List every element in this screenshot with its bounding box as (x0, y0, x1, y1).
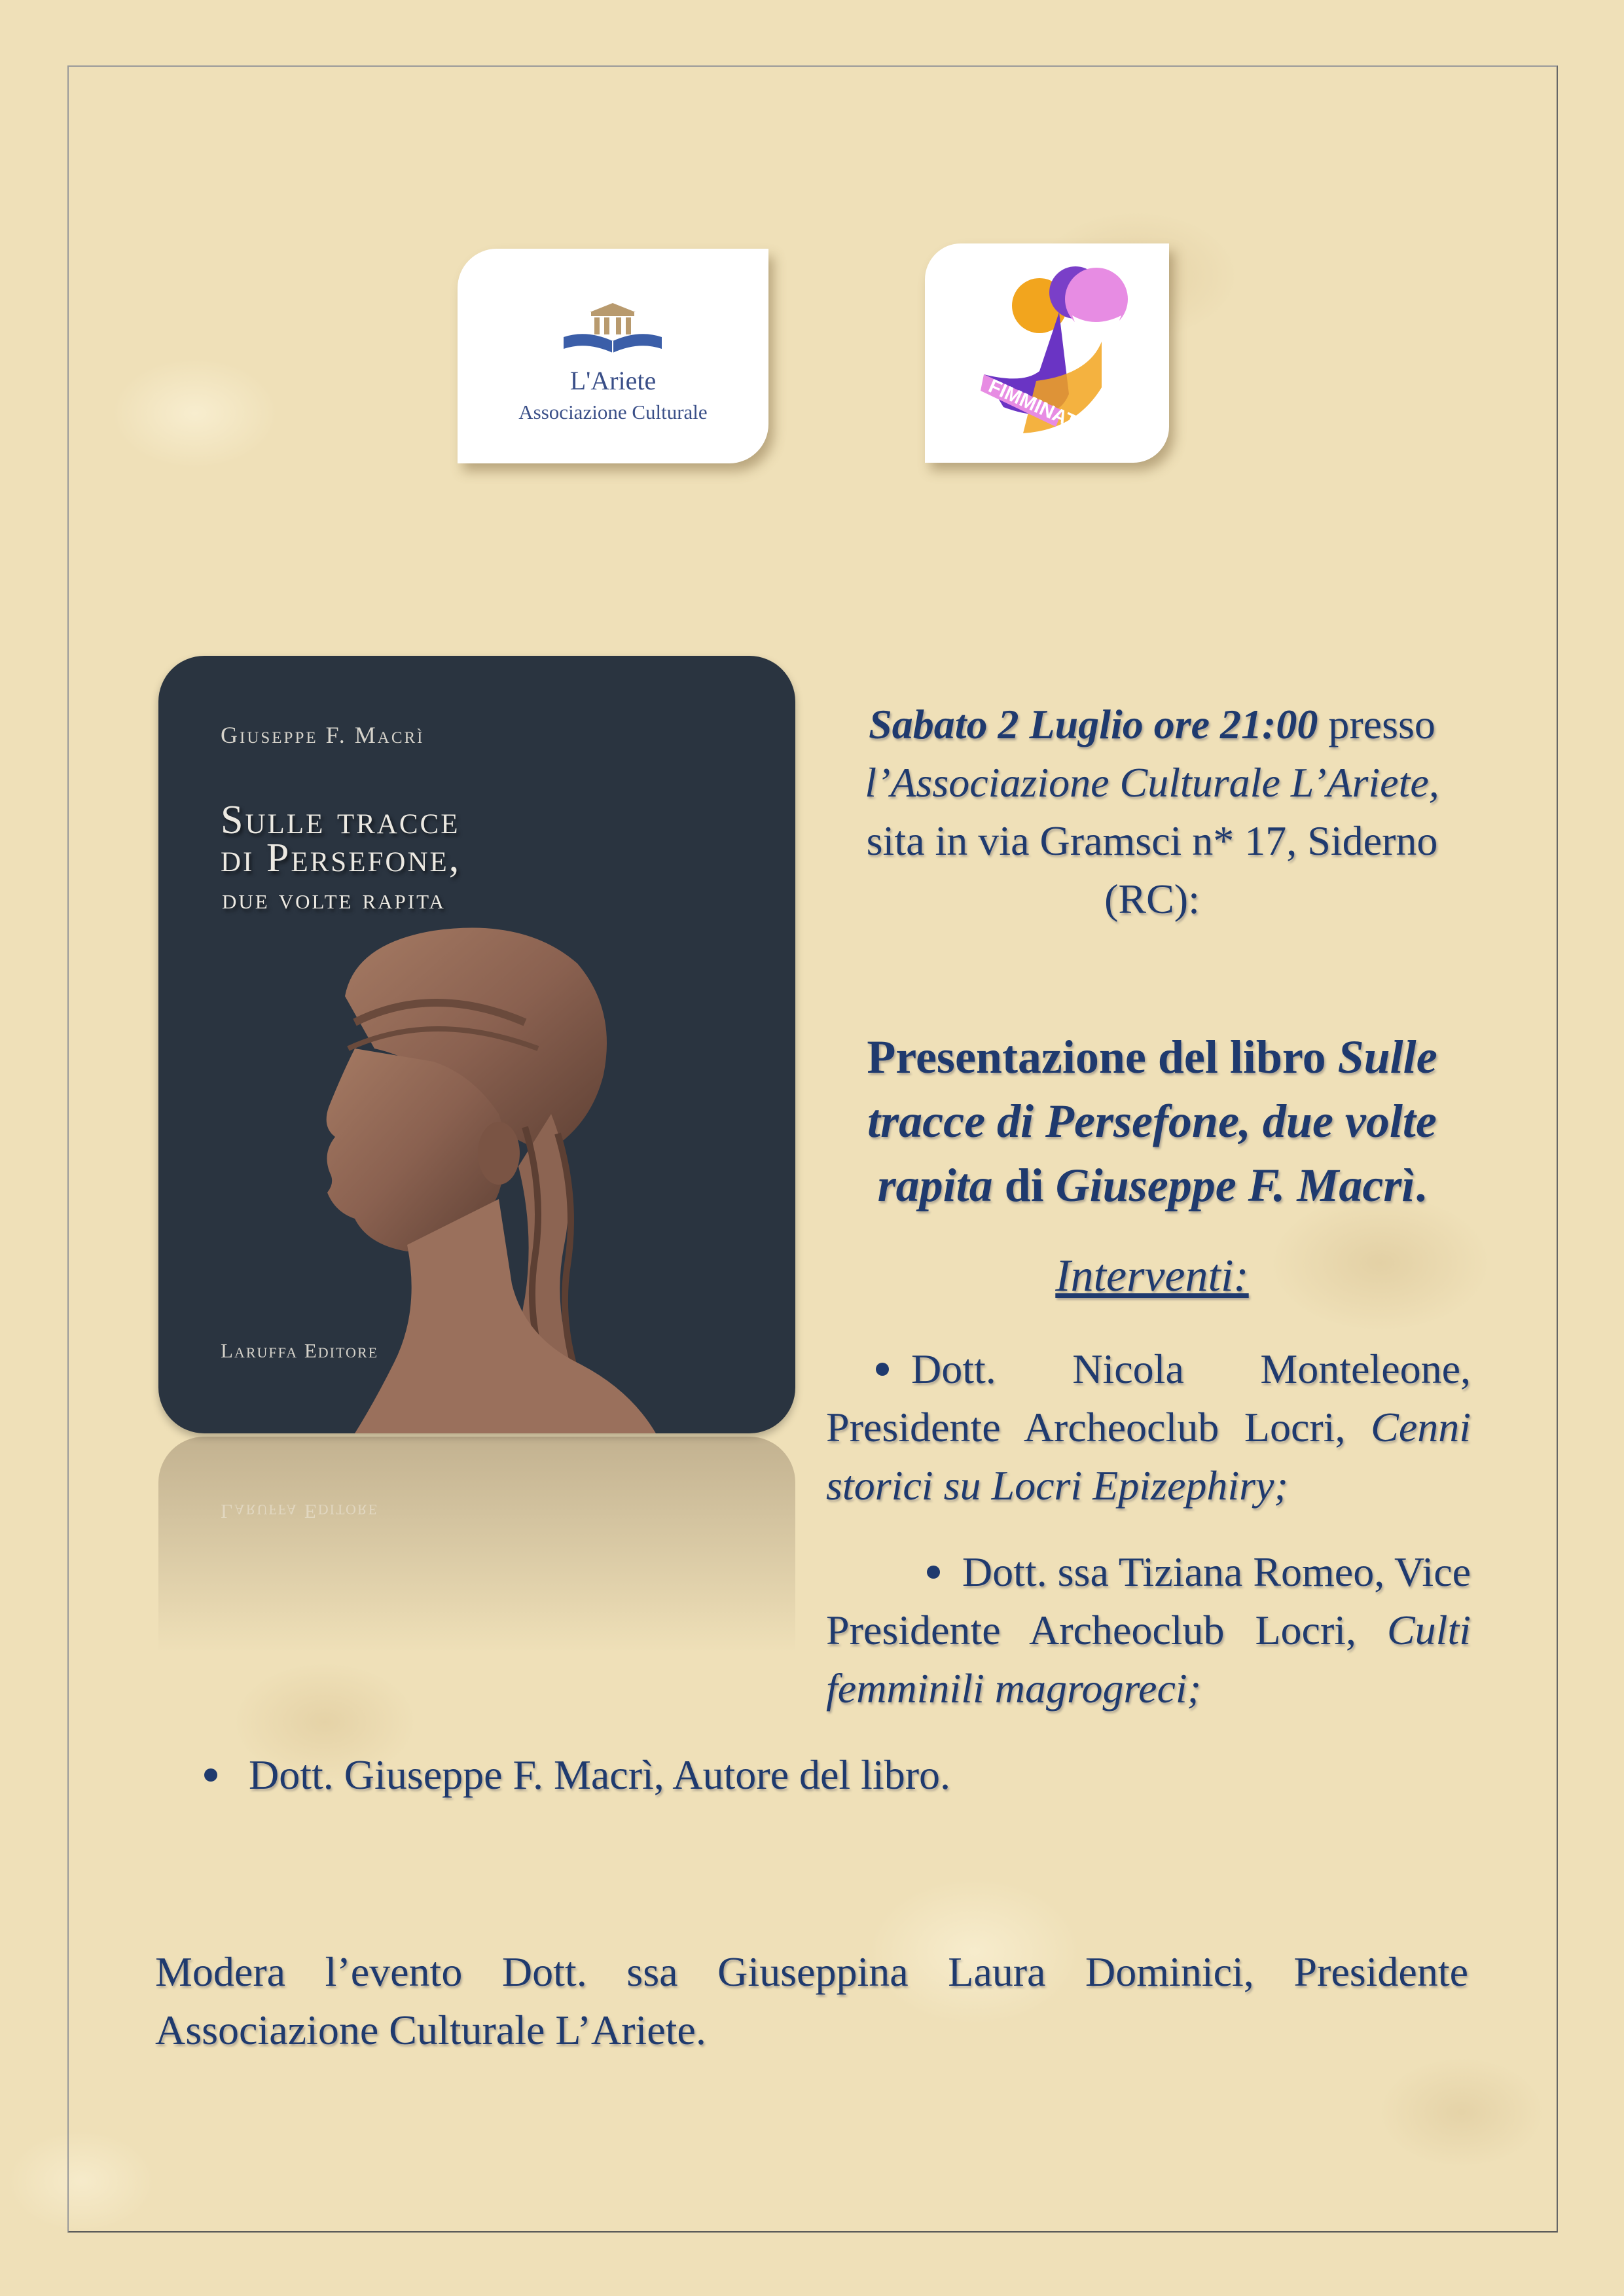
bullet-icon (927, 1566, 940, 1579)
ariete-subtitle: Associazione Culturale (518, 401, 708, 423)
presentation-title-part1: Sulle (1337, 1031, 1437, 1083)
intervento-2-name: Dott. ssa Tiziana Romeo, Vice (962, 1549, 1471, 1595)
book-cover-reflection (158, 1437, 795, 1653)
moderator-line1: Modera l’evento Dott. ssa Giuseppina Laura Dominici, Presidente (155, 1948, 1468, 1995)
event-venue: l’Associazione Culturale L’Ariete, (865, 759, 1439, 806)
intervento-2-role: Presidente Archeoclub Locri, (826, 1607, 1387, 1653)
fimminatv-emblem-icon (925, 243, 1169, 463)
presentation-di: di (992, 1159, 1056, 1211)
book-publisher: Laruffa Editore (221, 1339, 379, 1362)
intervento-2-line1 (826, 1543, 1471, 1601)
bullet-icon (876, 1363, 889, 1376)
reflection-publisher: Laruffa Editore (221, 1500, 379, 1523)
statue-head-icon (158, 656, 795, 1433)
event-date: Sabato 2 Luglio ore 21:00 (869, 701, 1318, 747)
fimminatv-logo (925, 243, 1169, 463)
event-presso: presso (1318, 701, 1435, 747)
intervento-1-word2: Nicola (1072, 1346, 1184, 1392)
event-region: (RC): (1104, 876, 1200, 922)
presentation-prefix: Presentazione del libro (867, 1031, 1338, 1083)
intervento-1-role: Presidente Archeoclub Locri, (826, 1404, 1371, 1450)
book-title-line3: due volte rapita (222, 883, 446, 915)
intervento-1-topic: storici su Locri Epizephiry; (826, 1462, 1288, 1509)
event-address: sita in via Gramsci n* 17, Siderno (866, 817, 1438, 864)
presentation-title-part3: rapita (877, 1159, 993, 1211)
book-author: Giuseppe F. Macrì (221, 722, 425, 748)
book-cover (158, 656, 795, 1433)
ariete-name: L'Ariete (569, 366, 657, 395)
bullet-icon (204, 1768, 217, 1782)
intervento-1-word3: Monteleone, (1260, 1346, 1471, 1392)
intervento-1-line2 (826, 1398, 1471, 1456)
presentation-title-part2: tracce di Persefone, due volte (867, 1095, 1437, 1147)
temple-book-icon (557, 298, 668, 370)
book-title-line1: Sulle tracce (221, 798, 460, 842)
presentation-period: . (1415, 1159, 1427, 1211)
intervento-3-text: Dott. Giuseppe F. Macrì, Autore del libro. (249, 1751, 951, 1798)
event-date-line (825, 695, 1479, 753)
intervento-2-topic: femminili magrogreci; (826, 1665, 1201, 1712)
fimminatv-text: FIMMINATV (985, 375, 1092, 439)
presentation-line3 (812, 1153, 1492, 1217)
presentation-line1 (812, 1025, 1492, 1089)
moderator-line2: Associazione Culturale L’Ariete. (155, 2007, 706, 2053)
intervento-2-line2 (826, 1601, 1471, 1659)
intervento-1-line1 (826, 1340, 1471, 1398)
presentation-author: Giuseppe F. Macrì (1055, 1159, 1415, 1211)
intervento-1-topic-start: Cenni (1371, 1404, 1471, 1450)
ariete-logo (458, 249, 768, 463)
interventi-heading: Interventi: (1055, 1251, 1249, 1301)
intervento-1-word1: Dott. (911, 1346, 996, 1392)
intervento-3 (204, 1746, 1121, 1804)
book-title-line2: di Persefone, (221, 836, 461, 880)
intervento-2-topic-start: Culti (1386, 1607, 1471, 1653)
